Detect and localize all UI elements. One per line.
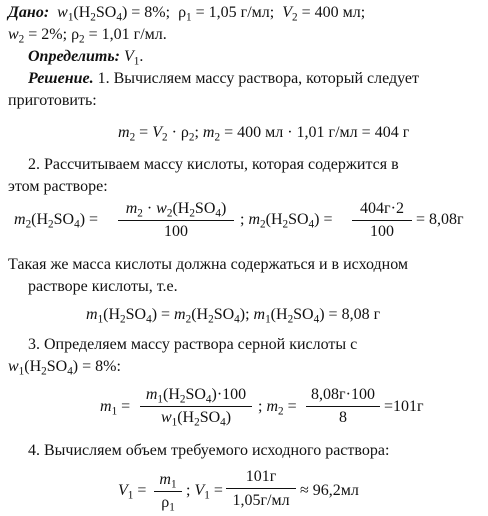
equation-m1-equals-m2: $m_1(H_2SO_4) = m_2(H_2SO_4)$; $m_1(H_2SO_4) = 8,08$ г (86, 306, 381, 326)
eq4-frac2-num: 8,08г·100 (311, 386, 375, 403)
frac-bar-4 (306, 406, 380, 407)
equation-m2-acid-mid: ; $m_2(H_2SO_4)$ = (240, 211, 333, 231)
frac-bar-3 (140, 406, 252, 407)
eq4-frac-num: $m_1(H_2SO_4)\cdot 100$ (145, 386, 247, 406)
eq5-frac2-den: 1,05г/мл (232, 492, 290, 509)
para5-line-1: 4. Вычисляем объем требуемого исходного раствора: (28, 442, 390, 459)
para2-line-2: этом растворе: (8, 178, 108, 195)
eq5-frac1-num: $m_1$ (159, 471, 177, 491)
find-line: Определить: $V_1$. (28, 48, 144, 68)
solution-label: Решение. (28, 70, 94, 87)
eq5-frac1-den: $\rho_1$ (161, 494, 175, 514)
find-label: Определить: (28, 48, 120, 65)
equation-m2: $m_2 = V_2 \cdot \rho_2$; $m_2 = 400$ мл · 1,01 г/мл = 404 г (118, 124, 410, 144)
eq2-result: = 8,08г (416, 211, 464, 228)
eq5-v1-left: $V_1$ = (118, 482, 147, 502)
eq5-frac2-num: 101г (245, 468, 277, 485)
frac-bar-1 (118, 220, 234, 221)
equation-m2-acid-left: $m_2(H_2SO_4)$ = (14, 211, 99, 231)
frac-m2w2-den: 100 (164, 223, 188, 240)
para1-text: 1. Вычисляем массу раствора, который следует (97, 70, 420, 87)
frac-404-den: 100 (370, 223, 394, 240)
frac-404-num: 404г·2 (360, 200, 404, 217)
frac-m2w2-num: $m_2 \cdot w_2(H_2SO_4)$ (125, 200, 227, 220)
frac-bar-6 (226, 488, 296, 489)
given-line-2: $w_2 = 2\%$; $\rho_2 = 1,01$ г/мл. (8, 26, 167, 46)
para3-line-2: растворе кислоты, т.е. (28, 278, 178, 295)
eq4-frac2-den: 8 (339, 409, 347, 426)
eq4-m2-left: ; $m_2$ = (258, 398, 297, 418)
eq4-result: =101г (384, 398, 424, 415)
para2-line-1: 2. Рассчитываем массу кислоты, которая содержится в (28, 156, 399, 173)
solution-line-1 (28, 70, 419, 88)
eq4-frac-den: $w_1(H_2SO_4)$ (160, 409, 232, 429)
given-label: Дано: (8, 4, 50, 21)
eq5-result: ≈ 96,2мл (300, 482, 359, 499)
para1-line-2: приготовить: (8, 92, 97, 109)
frac-bar-2 (352, 220, 412, 221)
eq4-m1-left: $m_1$ = (100, 398, 131, 418)
para4-line-1: 3. Определяем массу раствора серной кислоты с (28, 336, 358, 353)
frac-bar-5 (154, 491, 182, 492)
given-line-1: Дано: $w_1(H_2SO_4) = 8\%$; $\rho_1 = 1,05$ г/мл; $V_2 = 400$ мл; (8, 4, 366, 24)
para3-line-1: Такая же масса кислоты должна содержаться и в исходном (8, 256, 409, 273)
eq5-v1-mid: ; $V_1$ = (186, 482, 223, 502)
para4-line-2: $w_1(H_2SO_4) = 8\%$: (8, 358, 121, 378)
